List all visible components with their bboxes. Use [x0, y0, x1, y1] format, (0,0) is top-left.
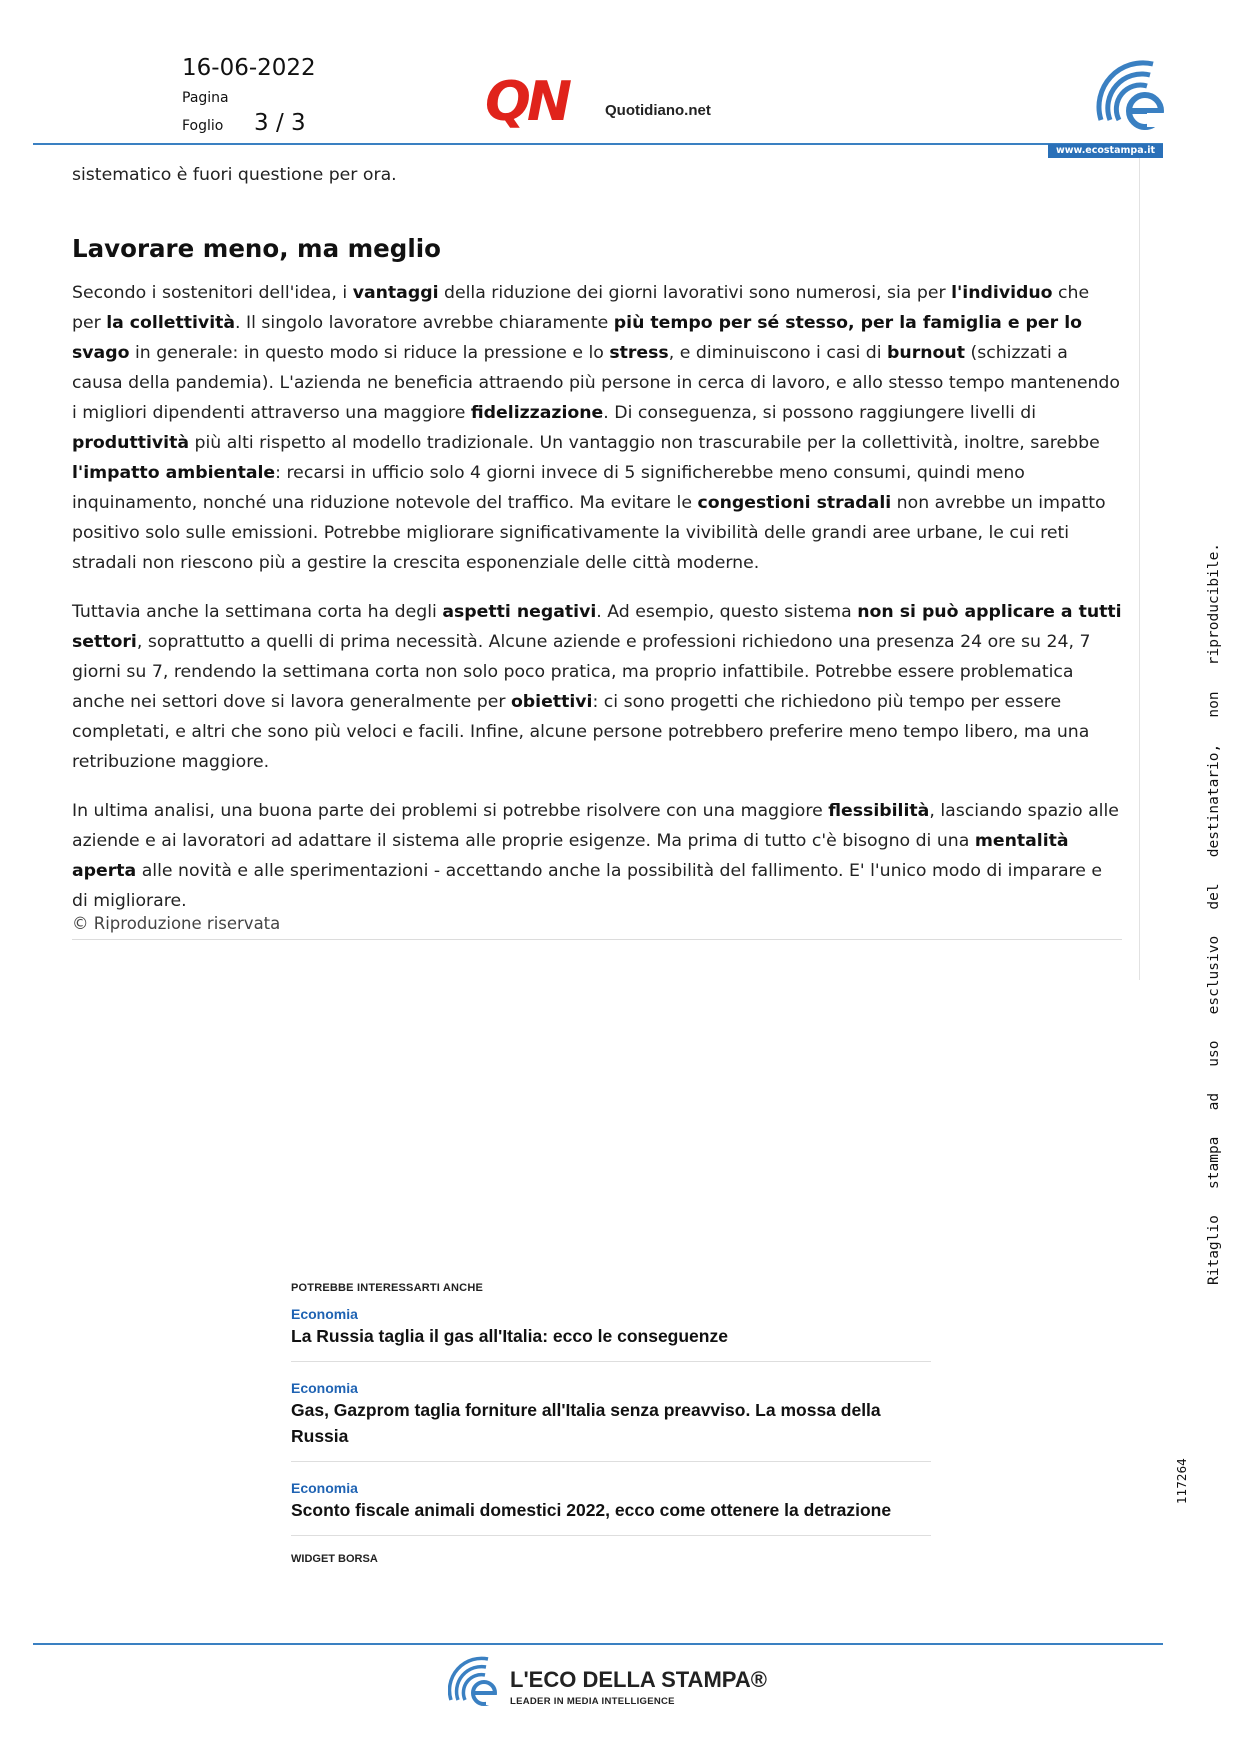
foglio-value: 3 / 3	[254, 110, 306, 136]
related-item[interactable]	[291, 1479, 931, 1536]
qn-quotidiano-logo	[483, 70, 723, 132]
paragraph-advantages: Secondo i sostenitori dell'idea, i vantaggi della riduzione dei giorni lavorativi sono numerosi, sia per l'individuo che per la collettività. Il singolo lavoratore avrebbe chiaramente più tempo per sé stesso, per la famiglia e per lo svago in generale: in questo modo si riduce la pressione e lo stress, e diminuiscono i casi di burnout (schizzati a causa della pandemia). L'azienda ne beneficia attraendo più persone in cerca di lavoro, e allo stesso tempo mantenendo i migliori dipendenti attraverso una maggiore fidelizzazione. Di conseguenza, si possono raggiungere livelli di produttività più alti rispetto al modello tradizionale. Un vantaggio non trascurabile per la collettività, inoltre, sarebbe l'impatto ambientale: recarsi in ufficio solo 4 giorni invece di 5 significherebbe meno consumi, quindi meno inquinamento, nonché una riduzione notevole del traffico. Ma evitare le congestioni stradali non avrebbe un impatto positivo solo sulle emissioni. Potrebbe migliorare significativamente la vivibilità delle grandi aree urbane, le cui reti stradali non riescono più a gestire la crescita esponenziale delle città moderne.	[72, 283, 1120, 573]
document-date: 16-06-2022	[182, 55, 316, 81]
foglio-label: Foglio	[182, 118, 224, 134]
eco-footer-icon	[450, 1658, 498, 1705]
related-category-link[interactable]: Economia	[291, 1480, 358, 1496]
eco-della-stampa-icon	[1095, 54, 1167, 136]
related-item[interactable]	[291, 1305, 931, 1362]
qn-logo-name: Quotidiano.net	[605, 102, 711, 119]
related-headline-link[interactable]: Gas, Gazprom taglia forniture all'Italia senza preavviso. La mossa della Russia	[291, 1400, 881, 1446]
copyright-notice: © Riproduzione riservata	[72, 914, 281, 933]
paragraph-negatives: Tuttavia anche la settimana corta ha degli aspetti negativi. Ad esempio, questo sistema non si può applicare a tutti settori, soprattutto a quelli di prima necessità. Alcune aziende e professioni richiedono una presenza 24 ore su 24, 7 giorni su 7, rendendo la settimana corta non solo poco pratica, ma proprio infattibile. Potrebbe essere problematica anche nei settori dove si lavora generalmente per obiettivi: ci sono progetti che richiedono più tempo per essere completati, e altri che sono più veloci e facili. Infine, alcune persone potrebbero preferire meno tempo libero, ma una retribuzione maggiore.	[72, 602, 1122, 772]
eco-url-tag: www.ecostampa.it	[1048, 144, 1163, 158]
paragraph-conclusion: In ultima analisi, una buona parte dei problemi si potrebbe risolvere con una maggiore flessibilità, lasciando spazio alle aziende e ai lavoratori ad adattare il sistema alle proprie esigenze. Ma prima di tutto c'è bisogno di una mentalità aperta alle novità e alle sperimentazioni - accettando anche la possibilità del fallimento. E' l'unico modo di imparare e di migliorare.	[72, 801, 1119, 911]
article-body	[72, 160, 1122, 940]
right-margin-rule	[1139, 158, 1140, 980]
related-headline-link[interactable]: La Russia taglia il gas all'Italia: ecco le conseguenze	[291, 1326, 728, 1346]
related-item[interactable]	[291, 1379, 931, 1462]
section-heading: Lavorare meno, ma meglio	[72, 234, 441, 263]
related-articles	[291, 1282, 931, 1565]
widget-borsa-label: WIDGET BORSA	[291, 1553, 378, 1565]
vertical-disclaimer: Ritaglio stampa ad uso esclusivo del destinatario, non riproducibile.	[1206, 542, 1222, 1285]
related-headline-link[interactable]: Sconto fiscale animali domestici 2022, ecco come ottenere la detrazione	[291, 1500, 892, 1520]
eco-della-stampa-footer-logo	[448, 1652, 778, 1710]
footer-rule	[33, 1643, 1163, 1645]
lead-fragment: sistematico è fuori questione per ora.	[72, 165, 397, 185]
related-category-link[interactable]: Economia	[291, 1306, 358, 1322]
qn-logo-text: QN	[485, 70, 569, 132]
related-title: POTREBBE INTERESSARTI ANCHE	[291, 1282, 484, 1294]
footer-brand: L'ECO DELLA STAMPA®	[510, 1667, 767, 1692]
footer-tagline: LEADER IN MEDIA INTELLIGENCE	[510, 1696, 675, 1707]
side-code: 117264	[1175, 1458, 1189, 1504]
related-category-link[interactable]: Economia	[291, 1380, 358, 1396]
pagina-label: Pagina	[182, 90, 229, 106]
header-rule	[33, 143, 1163, 145]
article-end-divider	[72, 939, 1122, 940]
